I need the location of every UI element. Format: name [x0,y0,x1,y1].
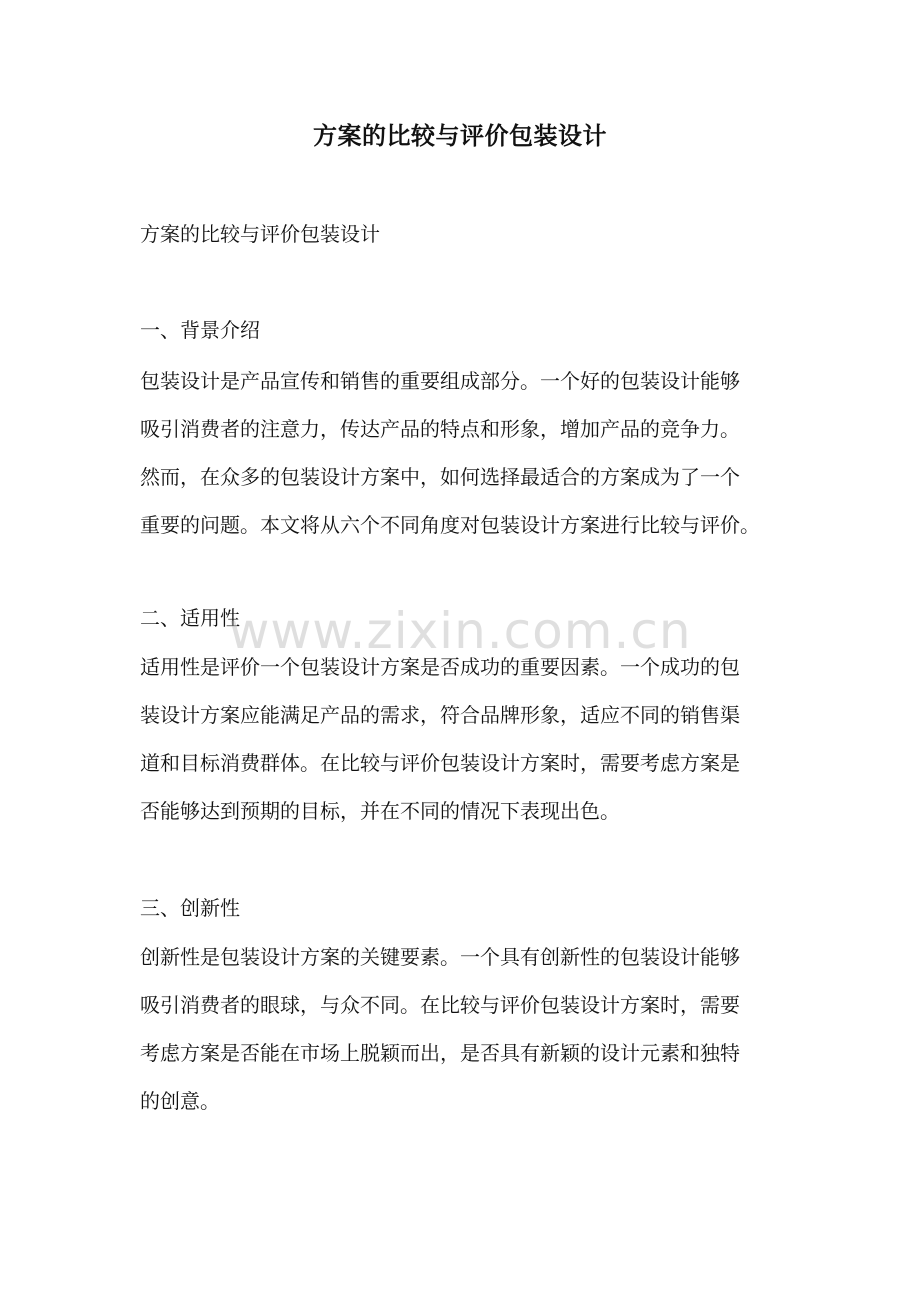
section-heading-applicability: 二、适用性 [140,606,240,630]
section-heading-innovation: 三、创新性 [140,896,240,920]
section-heading-background: 一、背景介绍 [140,318,260,342]
document-title: 方案的比较与评价包装设计 [313,121,607,150]
paragraph-line: 重要的问题。本文将从六个不同角度对包装设计方案进行比较与评价。 [140,513,760,537]
paragraph-line: 考虑方案是否能在市场上脱颖而出，是否具有新颖的设计元素和独特 [140,1041,740,1065]
paragraph-line: 然而，在众多的包装设计方案中，如何选择最适合的方案成为了一个 [140,465,740,489]
section-paragraph-background [140,357,785,549]
paragraph-line: 的创意。 [140,1089,220,1113]
paragraph-line: 否能够达到预期的目标，并在不同的情况下表现出色。 [140,799,620,823]
paragraph-line: 吸引消费者的注意力，传达产品的特点和形象，增加产品的竞争力。 [140,417,740,441]
paragraph-line: 吸引消费者的眼球，与众不同。在比较与评价包装设计方案时，需要 [140,993,740,1017]
site-watermark: www.zixin.com.cn [228,602,692,660]
paragraph-line: 道和目标消费群体。在比较与评价包装设计方案时，需要考虑方案是 [140,751,740,775]
paragraph-line: 适用性是评价一个包装设计方案是否成功的重要因素。一个成功的包 [140,655,740,679]
paragraph-line: 创新性是包装设计方案的关键要素。一个具有创新性的包装设计能够 [140,945,740,969]
document-subtitle: 方案的比较与评价包装设计 [140,222,380,246]
paragraph-line: 包装设计是产品宣传和销售的重要组成部分。一个好的包装设计能够 [140,369,740,393]
section-paragraph-applicability [140,643,785,835]
paragraph-line: 装设计方案应能满足产品的需求，符合品牌形象，适应不同的销售渠 [140,703,740,727]
section-paragraph-innovation [140,933,785,1125]
